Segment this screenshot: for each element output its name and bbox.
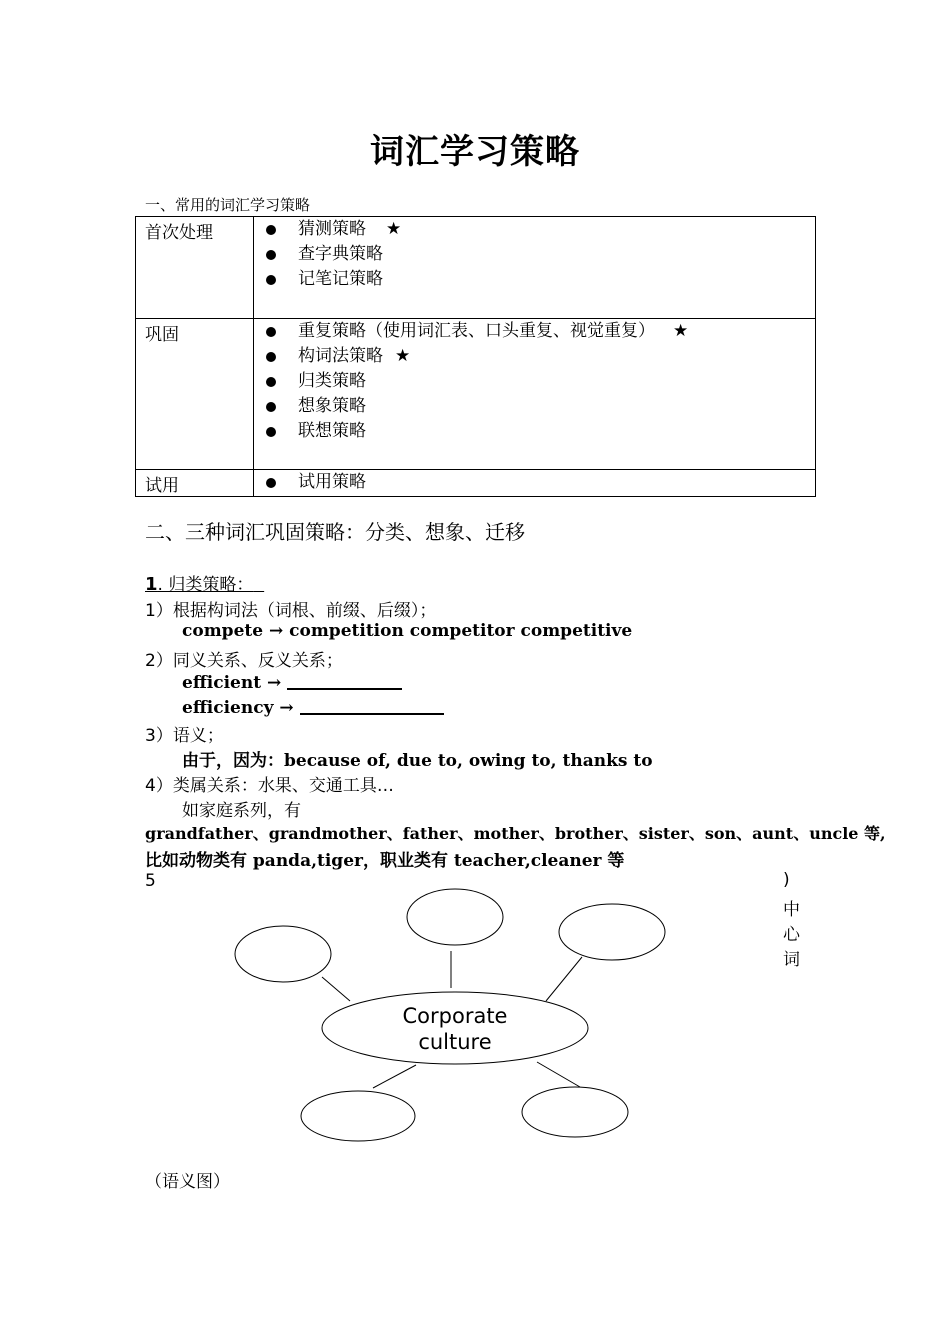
item-text: 想象策略: [298, 396, 366, 416]
example-2a-text: efficient →: [182, 673, 282, 693]
vertical-char: 心: [783, 925, 800, 945]
star-icon: ★: [386, 219, 402, 239]
point-3: 3）语义；: [145, 726, 224, 746]
section2-heading: 二、三种词汇巩固策略：分类、想象、迁移: [145, 520, 525, 544]
item-text: 猜测策略: [298, 219, 366, 239]
empty-node: [407, 889, 503, 945]
section1-heading: 一、常用的词汇学习策略: [145, 196, 311, 214]
empty-node: [559, 904, 665, 960]
point-4: 4）类属关系：水果、交通工具…: [145, 776, 394, 796]
star-icon: ★: [395, 346, 411, 366]
category-cell: 试用: [136, 470, 254, 497]
subsection-label: . 归类策略：: [157, 575, 254, 595]
subsection-number: 1: [145, 574, 158, 595]
connector-line: [373, 1065, 416, 1088]
empty-node: [235, 926, 331, 982]
vertical-char: 中: [783, 900, 800, 920]
connector-line: [546, 957, 582, 1001]
item-text: 联想策略: [298, 421, 366, 441]
point-5-number: 5: [145, 871, 156, 891]
vertical-char: ): [783, 870, 790, 890]
category-cell: 巩固: [136, 319, 254, 470]
item-text: 记笔记策略: [298, 269, 383, 289]
empty-node: [301, 1091, 415, 1141]
page-title: 词汇学习策略: [370, 132, 580, 172]
point-1: 1）根据构词法（词根、前缀、后缀）；: [145, 601, 437, 621]
example-2b-text: efficiency →: [182, 698, 294, 718]
star-icon: ★: [673, 321, 689, 341]
item-text: 归类策略: [298, 371, 366, 391]
item-text: 重复策略（使用词汇表、口头重复、视觉重复）: [298, 321, 655, 341]
center-word-line1: Corporate: [402, 1004, 508, 1028]
diagram-caption: （语义图）: [145, 1172, 230, 1192]
item-text: 查字典策略: [298, 244, 383, 264]
example-4c: 比如动物类有 panda,tiger，职业类有 teacher,cleaner 等: [145, 851, 625, 871]
item-text: 试用策略: [298, 472, 366, 492]
example-4b: grandfather、grandmother、father、mother、brother、sister、son、aunt、uncle 等,: [145, 824, 886, 843]
item-text: 构词法策略: [298, 346, 383, 366]
example-4a: 如家庭系列，有: [182, 801, 301, 821]
category-cell: 首次处理: [136, 217, 254, 319]
vertical-char: 词: [783, 950, 800, 970]
connector-line: [537, 1062, 580, 1087]
empty-node: [522, 1087, 628, 1137]
point-2: 2）同义关系、反义关系；: [145, 651, 343, 671]
example-1: compete → competition competitor competitive: [182, 621, 633, 641]
example-3: 由于，因为：because of, due to, owing to, thanks to: [182, 751, 653, 771]
connector-line: [322, 977, 350, 1001]
center-word-line2: culture: [418, 1030, 492, 1054]
